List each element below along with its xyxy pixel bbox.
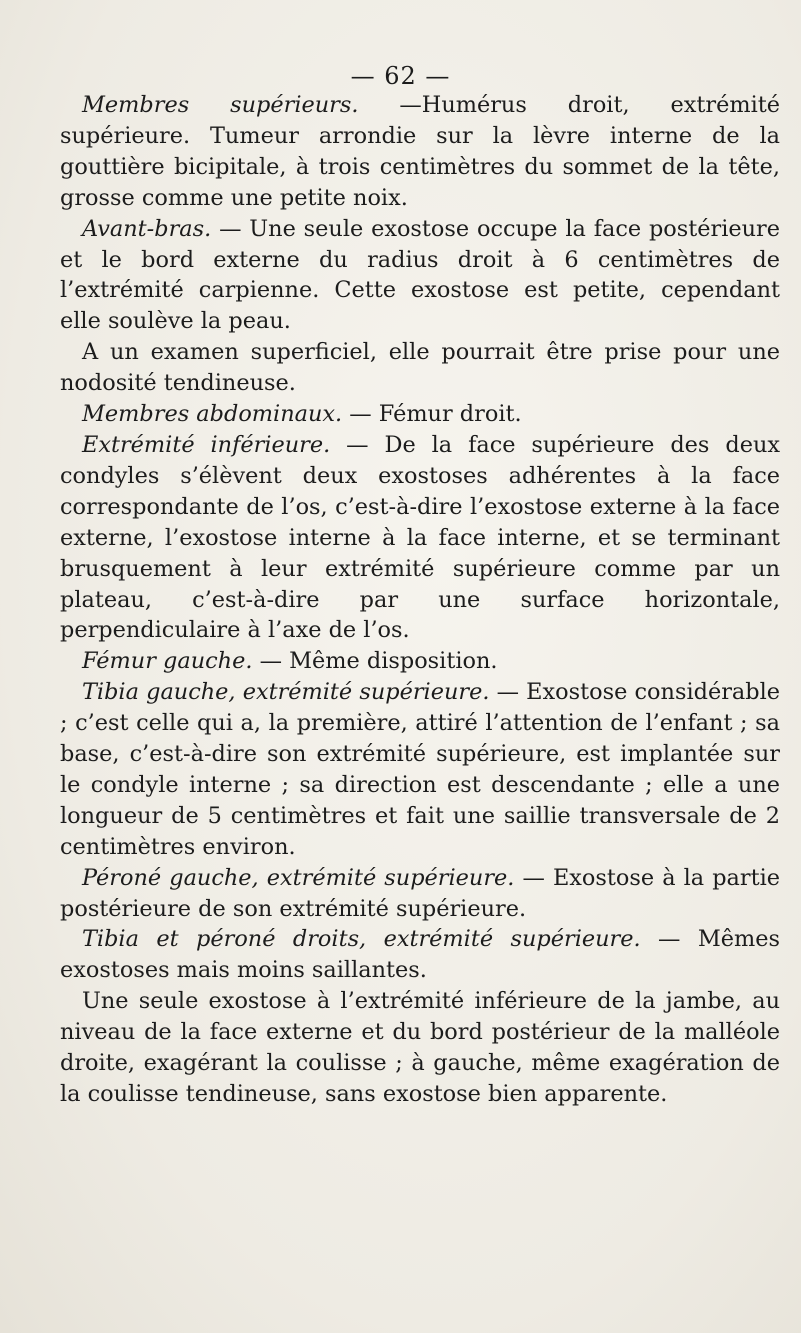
paragraph-text: —Humérus droit, extrémité supérieure. Tumeur arrondie sur la lèvre interne de la gouttière bicipitale, à trois centimètres du sommet de la tête, grosse comme une petite noix.	[60, 92, 780, 211]
paragraph-text: — Même disposition.	[252, 648, 498, 675]
paragraph	[60, 90, 780, 214]
paragraph-text: — De la face supérieure des deux condyles s’élèvent deux exostoses adhérentes à la face correspondante de l’os, c’est-à-dire l’exostose externe à la face externe, l’exostose interne à la face interne, et se terminant brusquement à leur extrémité supérieure comme par un plateau, c’est-à-dire par une surface horizontale, perpendiculaire à l’axe de l’os.	[60, 431, 780, 644]
paragraph-heading: Fémur gauche.	[82, 648, 253, 675]
paragraph-text: Une seule exostose à l’extrémité inférieure de la jambe, au niveau de la face externe et du bord postérieur de la malléole droite, exagérant la coulisse ; à gauche, même exagération de la coulisse tendineuse, sans exostose bien apparente.	[60, 988, 780, 1107]
paragraph-heading: Tibia et péroné droits, extrémité supérieure.	[82, 926, 641, 953]
paragraph	[60, 863, 780, 925]
paragraph-text: A un examen superficiel, elle pourrait être prise pour une nodosité tendineuse.	[60, 339, 780, 397]
paragraph	[60, 677, 780, 862]
paragraph-text: — Exostose à la partie postérieure de son extrémité supérieure.	[60, 864, 780, 922]
paragraph-heading: Avant-bras.	[82, 215, 212, 242]
paragraph-heading: Membres supérieurs.	[82, 92, 359, 118]
paragraph-text: — Exostose considérable ; c’est celle qui a, la première, attiré l’attention de l’enfant ; sa base, c’est-à-dire son extrémité supérieure, est implantée sur le condyle interne ; sa direction est descendante ; elle a une longueur de 5 centimètres et fait une saillie transversale de 2 centimètres environ.	[60, 679, 780, 860]
paragraph-text: — Fémur droit.	[342, 401, 522, 428]
paragraph	[60, 924, 780, 986]
paragraph-heading: Tibia gauche, extrémité supérieure.	[82, 679, 490, 706]
paragraph-heading: Extrémité inférieure.	[82, 431, 331, 458]
paragraph	[60, 430, 780, 646]
paragraph	[60, 214, 780, 338]
paragraph	[60, 986, 780, 1110]
page-number: — 62 —	[350, 62, 451, 90]
paragraph	[60, 646, 780, 677]
paragraph-heading: Péroné gauche, extrémité supérieure.	[82, 864, 515, 891]
paragraph-text: — Mêmes exostoses mais moins saillantes.	[60, 926, 780, 984]
paragraph	[60, 399, 780, 430]
body-text	[60, 90, 780, 1110]
paragraph	[60, 337, 780, 399]
paragraph-heading: Membres abdominaux.	[82, 401, 343, 428]
paragraph-text: — Une seule exostose occupe la face postérieure et le bord externe du radius droit à 6 centimètres de l’extrémité carpienne. Cette exostose est petite, cependant elle soulève la peau.	[60, 215, 780, 335]
